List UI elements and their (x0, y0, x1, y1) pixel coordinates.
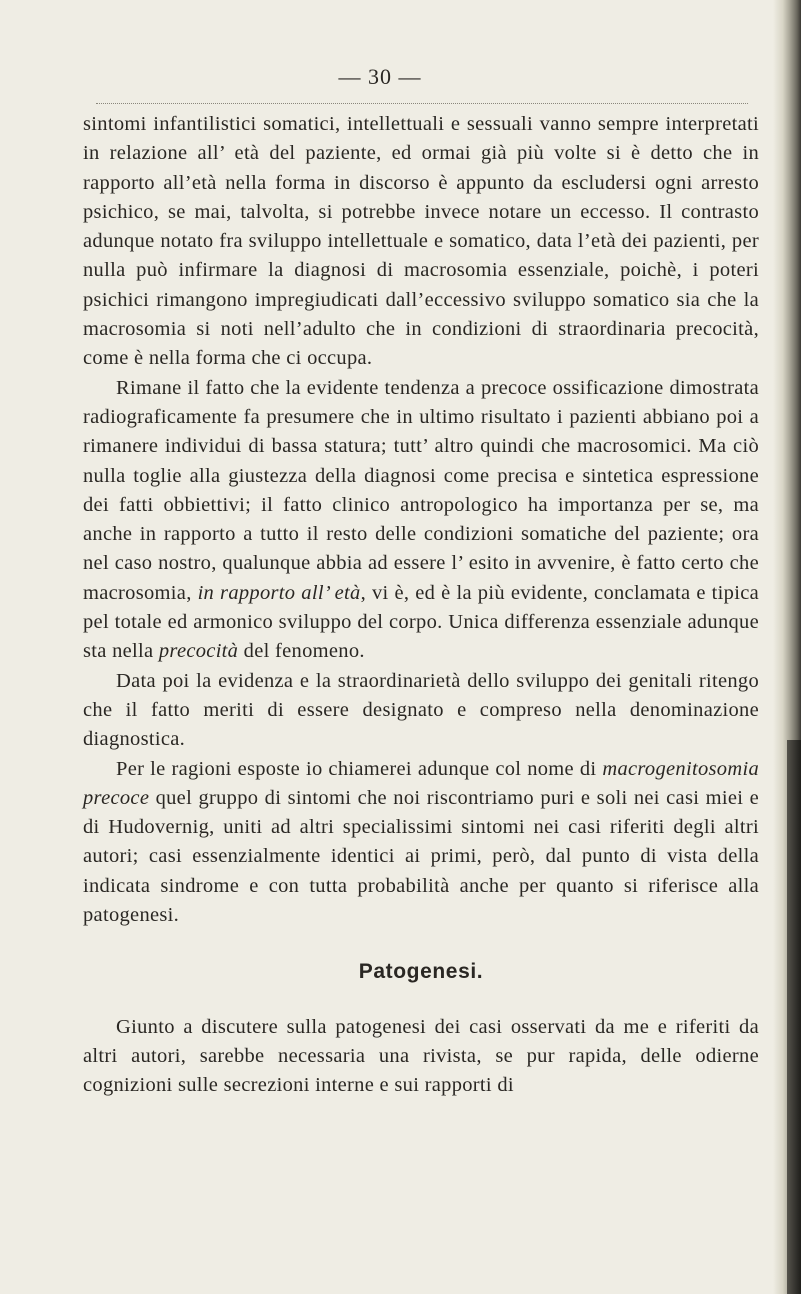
text-run: Per le ragioni esposte io chiamerei adunque col nome di (116, 757, 603, 780)
header-rule (96, 103, 748, 104)
italic-text: precocità (158, 640, 239, 663)
text-run: sintomi infantilistici somatici, intellettuali e sessuali vanno sempre interpretati in relazione all’ età del paziente, ed ormai già più volte si è detto che in rapporto all’età nella forma in discorso è appunto da escludersi ogni arresto psichico, se mai, talvolta, si potrebbe invece notare un eccesso. Il contrasto adunque notato fra sviluppo intellettuale e somatico, data l’età dei pazienti, per nulla può infirmare la diagnosi di macrosomia essenziale, poichè, i poteri psichici rimangono impregiudicati dall’eccessivo sviluppo somatico sia che la macrosomia si noti nell’adulto che in condizioni di straordinaria precocità, come è nella forma che ci occupa. (83, 113, 759, 370)
section-heading (83, 957, 759, 986)
text-run: Rimane il fatto che la evidente tendenza a precoce ossificazione dimostrata radiograficamente fa presumere che in ultimo risultato i pazienti abbiano poi a rimanere individui di bassa statura; tutt’ altro quindi che macrosomici. Ma ciò nulla toglie alla giustezza della diagnosi come precisa e sintetica espressione dei fatti obbiettivi; il fatto clinico antropologico ha importanza per se, ma anche in rapporto a tutto il resto delle condizioni somatiche del paziente; ora nel caso nostro, qualunque abbia ad essere l’ esito in avvenire, è fatto certo che macrosomia, (83, 376, 759, 604)
text-run: Giunto a discutere sulla patogenesi dei casi osservati da me e riferiti da altri autori, sarebbe necessaria una rivista, se pur rapida, delle odierne cognizioni sulle secrezioni interne e sui rapporti di (83, 1015, 759, 1097)
italic-text: in rapporto all’ età (197, 581, 361, 604)
paragraph (83, 374, 759, 667)
text-run: , vi è, ed è la più evidente, conclamata e tipica pel totale ed armonico sviluppo del corpo. Unica differenza essenziale adunque sta nella (83, 581, 759, 663)
text-run: quel gruppo di sintomi che noi riscontriamo puri e soli nei casi miei e di Hudovernig, uniti ad altri specialissimi sintomi nei casi riferiti degli altri autori; casi essenzialmente identici ai primi, però, dal punto di vista della indicata sindrome e con tutta probabilità anche per quanto si riferisce alla patogenesi. (83, 786, 759, 927)
paragraph (83, 667, 759, 755)
page-number: — 30 — (338, 64, 422, 89)
paragraph (83, 755, 759, 931)
italic-text: macrogenitosomia precoce (83, 757, 759, 809)
paragraph (83, 1013, 759, 1101)
text-run: del fenomeno. (238, 640, 365, 663)
page-edge-shadow (773, 0, 801, 1294)
body-text (83, 110, 759, 1101)
text-run: Patogenesi. (358, 960, 484, 984)
paragraph (83, 110, 759, 374)
text-run: Data poi la evidenza e la straordinarietà dello sviluppo dei genitali ritengo che il fatto meriti di essere designato e compreso nella denominazione diagnostica. (83, 669, 759, 751)
